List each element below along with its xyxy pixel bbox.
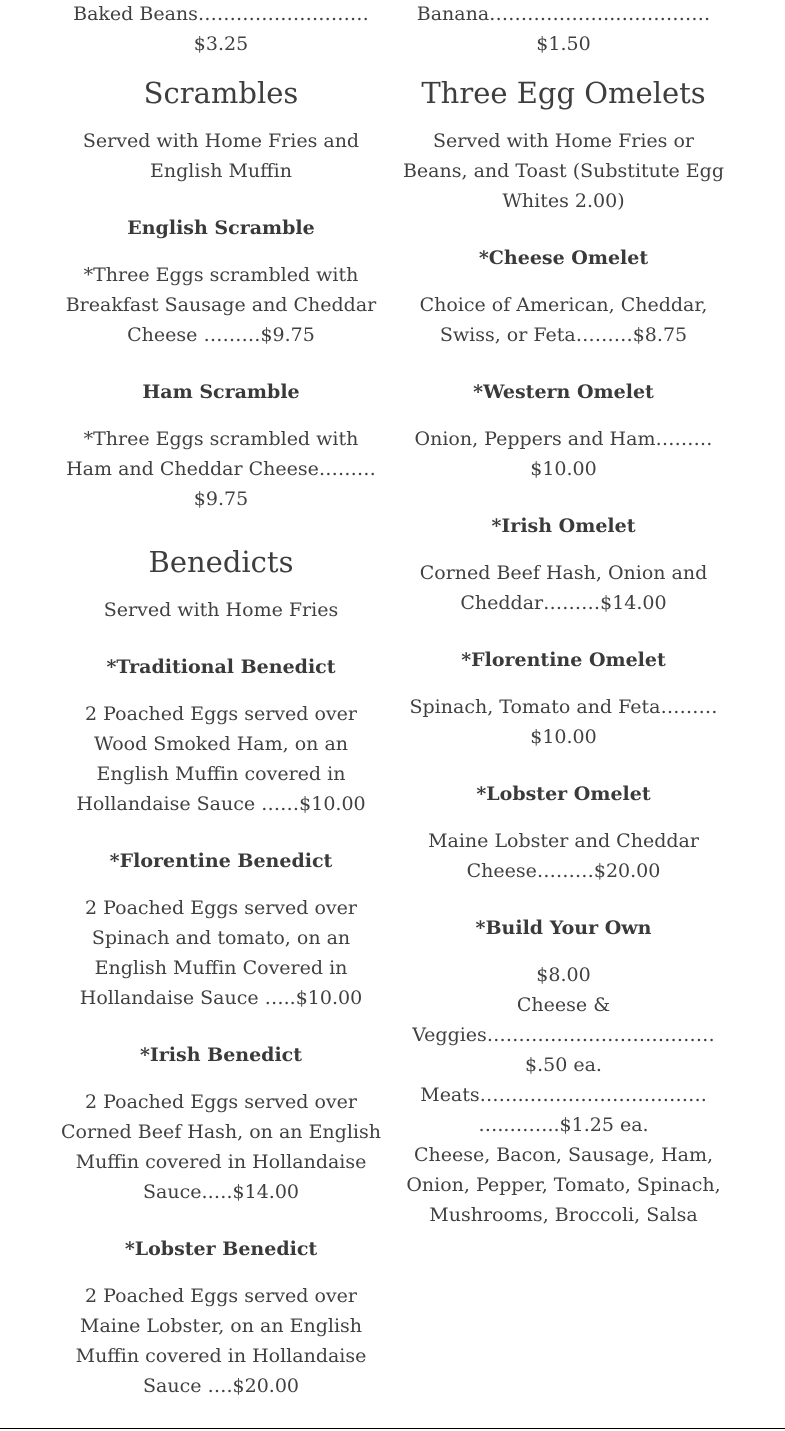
benedicts-intro: Served with Home Fries bbox=[103, 599, 339, 621]
cheese-veggies-line: Veggies……………………………… bbox=[412, 1024, 715, 1046]
meats-price: …..……..$1.25 ea. bbox=[478, 1114, 649, 1136]
build-options-list: Cheese, Bacon, Sausage, Ham, Onion, Pepper, Tomato, Spinach, Mushrooms, Broccoli, Salsa bbox=[406, 1144, 721, 1226]
item-name: Banana………………..…………… bbox=[416, 3, 711, 25]
build-base-price: $8.00 bbox=[536, 964, 591, 986]
menu-item-description: *Three Eggs scrambled with Ham and Cheddar Cheese………$9.75 bbox=[66, 428, 376, 510]
menu-item-title: *Irish Omelet bbox=[491, 515, 636, 537]
benedicts-heading: Benedicts bbox=[148, 545, 294, 579]
meats-line: Meats……..………………………. bbox=[420, 1084, 707, 1106]
baked-beans-item bbox=[58, 0, 384, 59]
menu-item-title: *Florentine Benedict bbox=[109, 850, 333, 872]
menu-item-title: English Scramble bbox=[127, 217, 315, 239]
build-your-own-details bbox=[400, 960, 727, 1230]
menu-item-title: *Florentine Omelet bbox=[461, 649, 666, 671]
left-menu-column bbox=[58, 0, 384, 1401]
menu-item-title: Ham Scramble bbox=[142, 381, 300, 403]
item-price: $3.25 bbox=[193, 33, 249, 55]
menu-item-description: *Three Eggs scrambled with Breakfast Sausage and Cheddar Cheese ………$9.75 bbox=[65, 264, 377, 346]
bottom-divider bbox=[0, 1428, 785, 1429]
menu-item-title: *Lobster Benedict bbox=[124, 1238, 318, 1260]
menu-item-description: 2 Poached Eggs served over Corned Beef Hash, on an English Muffin covered in Hollandaise Sauce.….$14.00 bbox=[61, 1091, 381, 1203]
menu-item-title: *Irish Benedict bbox=[139, 1044, 303, 1066]
menu-item-title: *Traditional Benedict bbox=[106, 656, 336, 678]
build-your-own-title: *Build Your Own bbox=[475, 917, 652, 939]
menu-item-description: Spinach, Tomato and Feta……… $10.00 bbox=[409, 696, 718, 748]
menu-item-description: Choice of American, Cheddar, Swiss, or Feta………$8.75 bbox=[419, 294, 708, 346]
menu-item-description: 2 Poached Eggs served over Spinach and tomato, on an English Muffin Covered in Hollandaise Sauce …..$10.00 bbox=[79, 897, 363, 1009]
menu-item-description: Onion, Peppers and Ham……… $10.00 bbox=[414, 428, 713, 480]
cheese-veggies-price: $.50 ea. bbox=[525, 1054, 602, 1076]
banana-item bbox=[400, 0, 727, 59]
menu-item-title: *Western Omelet bbox=[473, 381, 654, 403]
item-price: $1.50 bbox=[536, 33, 591, 55]
scrambles-intro: Served with Home Fries and English Muffin bbox=[82, 130, 360, 182]
menu-item-description: 2 Poached Eggs served over Wood Smoked Ham, on an English Muffin covered in Hollandaise Sauce ……$10.00 bbox=[76, 703, 366, 815]
cheese-veggies-label: Cheese & bbox=[516, 994, 611, 1016]
omelets-intro: Served with Home Fries or Beans, and Toast (Substitute Egg Whites 2.00) bbox=[402, 130, 725, 212]
menu-item-title: *Lobster Omelet bbox=[476, 783, 651, 805]
scrambles-heading: Scrambles bbox=[143, 76, 299, 110]
right-menu-column bbox=[400, 0, 727, 1230]
menu-item-description: Maine Lobster and Cheddar Cheese………$20.00 bbox=[428, 830, 699, 882]
omelets-heading: Three Egg Omelets bbox=[421, 76, 706, 110]
menu-item-description: 2 Poached Eggs served over Maine Lobster, on an English Muffin covered in Hollandaise Sauce ….$20.00 bbox=[75, 1285, 367, 1397]
menu-item-title: *Cheese Omelet bbox=[478, 247, 649, 269]
menu-item-description: Corned Beef Hash, Onion and Cheddar………$14.00 bbox=[419, 562, 708, 614]
item-name: Baked Beans……………………… bbox=[73, 3, 369, 25]
